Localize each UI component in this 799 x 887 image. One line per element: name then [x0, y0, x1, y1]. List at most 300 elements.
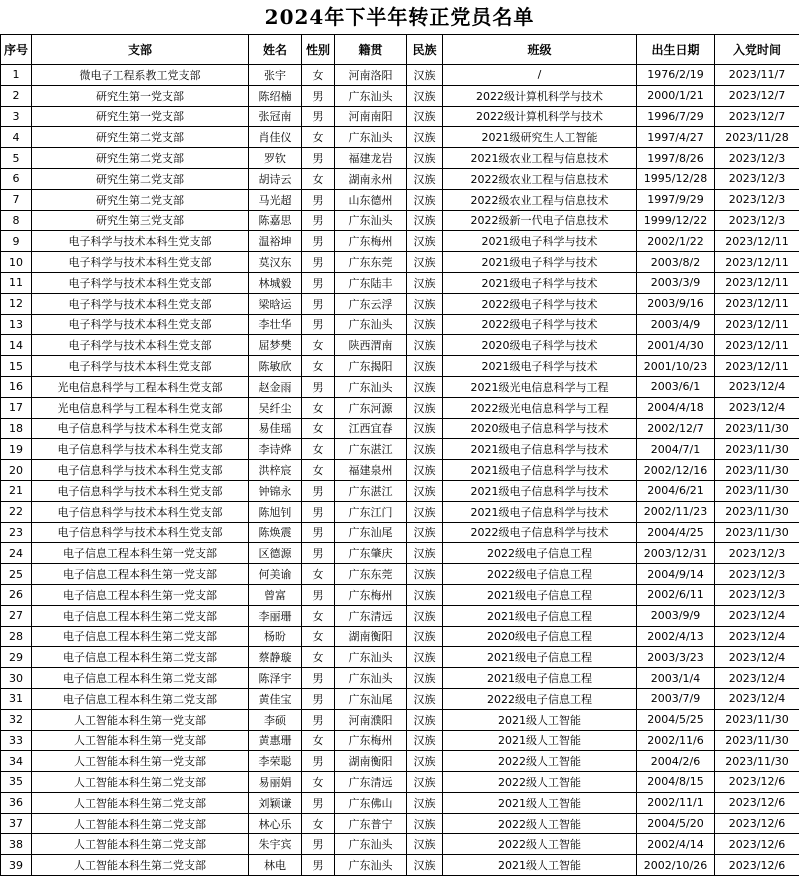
cell-hometown: 广东梅州	[335, 231, 407, 252]
cell-birthdate: 2003/12/31	[637, 543, 715, 564]
cell-birthdate: 2003/3/9	[637, 272, 715, 293]
cell-name: 陈焕震	[249, 522, 302, 543]
cell-index: 34	[1, 751, 32, 772]
cell-ethnicity: 汉族	[407, 813, 443, 834]
cell-index: 1	[1, 65, 32, 86]
cell-class: 2022级人工智能	[443, 772, 637, 793]
cell-branch: 电子信息工程本科生第一党支部	[32, 543, 249, 564]
cell-ethnicity: 汉族	[407, 148, 443, 169]
cell-birthdate: 2002/11/1	[637, 792, 715, 813]
cell-birthdate: 1996/7/29	[637, 106, 715, 127]
cell-branch: 人工智能本科生第一党支部	[32, 730, 249, 751]
cell-hometown: 广东汕头	[335, 314, 407, 335]
cell-name: 吴纤尘	[249, 397, 302, 418]
cell-ethnicity: 汉族	[407, 584, 443, 605]
cell-join-date: 2023/11/28	[715, 127, 799, 148]
cell-ethnicity: 汉族	[407, 730, 443, 751]
cell-join-date: 2023/12/11	[715, 314, 799, 335]
cell-birthdate: 2002/11/23	[637, 501, 715, 522]
cell-name: 马光超	[249, 189, 302, 210]
cell-class: 2021级人工智能	[443, 709, 637, 730]
cell-ethnicity: 汉族	[407, 397, 443, 418]
cell-birthdate: 2002/10/26	[637, 855, 715, 876]
cell-birthdate: 2003/3/23	[637, 647, 715, 668]
cell-branch: 微电子工程系教工党支部	[32, 65, 249, 86]
cell-branch: 人工智能本科生第二党支部	[32, 813, 249, 834]
cell-branch: 人工智能本科生第一党支部	[32, 751, 249, 772]
table-row	[1, 709, 799, 730]
cell-hometown: 广东东莞	[335, 564, 407, 585]
cell-index: 7	[1, 189, 32, 210]
cell-ethnicity: 汉族	[407, 460, 443, 481]
cell-name: 李壮华	[249, 314, 302, 335]
cell-gender: 男	[302, 231, 335, 252]
cell-name: 张冠南	[249, 106, 302, 127]
cell-index: 26	[1, 584, 32, 605]
cell-birthdate: 2003/8/2	[637, 252, 715, 273]
cell-index: 27	[1, 605, 32, 626]
cell-birthdate: 2004/4/18	[637, 397, 715, 418]
table-row	[1, 688, 799, 709]
table-row	[1, 751, 799, 772]
cell-index: 30	[1, 668, 32, 689]
cell-hometown: 广东清远	[335, 772, 407, 793]
cell-ethnicity: 汉族	[407, 231, 443, 252]
cell-class: 2020级电子科学与技术	[443, 335, 637, 356]
cell-class: 2021级电子科学与技术	[443, 272, 637, 293]
cell-class: 2022级电子信息科学与技术	[443, 522, 637, 543]
cell-birthdate: 2002/4/14	[637, 834, 715, 855]
cell-join-date: 2023/12/3	[715, 168, 799, 189]
cell-name: 赵金雨	[249, 376, 302, 397]
table-row	[1, 231, 799, 252]
cell-index: 18	[1, 418, 32, 439]
cell-name: 张宇	[249, 65, 302, 86]
cell-birthdate: 2004/6/21	[637, 480, 715, 501]
cell-hometown: 湖南永州	[335, 168, 407, 189]
document-title: 2024年下半年转正党员名单	[0, 0, 799, 35]
cell-join-date: 2023/12/3	[715, 584, 799, 605]
cell-birthdate: 2004/7/1	[637, 439, 715, 460]
table-row	[1, 480, 799, 501]
cell-join-date: 2023/11/30	[715, 522, 799, 543]
member-table	[0, 35, 799, 876]
cell-name: 李丽珊	[249, 605, 302, 626]
cell-index: 15	[1, 356, 32, 377]
cell-birthdate: 2004/4/25	[637, 522, 715, 543]
cell-gender: 女	[302, 127, 335, 148]
cell-ethnicity: 汉族	[407, 168, 443, 189]
col-header-gender: 性别	[302, 35, 335, 65]
cell-branch: 人工智能本科生第二党支部	[32, 772, 249, 793]
cell-index: 20	[1, 460, 32, 481]
table-row	[1, 460, 799, 481]
cell-birthdate: 2002/11/6	[637, 730, 715, 751]
cell-join-date: 2023/12/7	[715, 85, 799, 106]
cell-gender: 女	[302, 647, 335, 668]
cell-join-date: 2023/12/6	[715, 792, 799, 813]
cell-class: 2021级电子信息工程	[443, 584, 637, 605]
cell-birthdate: 2002/6/11	[637, 584, 715, 605]
cell-join-date: 2023/12/4	[715, 668, 799, 689]
cell-hometown: 广东汕头	[335, 855, 407, 876]
cell-join-date: 2023/12/6	[715, 855, 799, 876]
cell-ethnicity: 汉族	[407, 189, 443, 210]
col-header-branch: 支部	[32, 35, 249, 65]
cell-index: 33	[1, 730, 32, 751]
cell-ethnicity: 汉族	[407, 314, 443, 335]
table-row	[1, 148, 799, 169]
cell-hometown: 福建龙岩	[335, 148, 407, 169]
cell-branch: 电子科学与技术本科生党支部	[32, 356, 249, 377]
cell-hometown: 广东梅州	[335, 584, 407, 605]
cell-index: 39	[1, 855, 32, 876]
cell-index: 19	[1, 439, 32, 460]
cell-hometown: 广东汕头	[335, 376, 407, 397]
cell-index: 22	[1, 501, 32, 522]
cell-hometown: 陕西渭南	[335, 335, 407, 356]
cell-join-date: 2023/12/6	[715, 813, 799, 834]
cell-gender: 男	[302, 792, 335, 813]
table-row	[1, 730, 799, 751]
table-row	[1, 522, 799, 543]
cell-join-date: 2023/12/11	[715, 272, 799, 293]
cell-join-date: 2023/12/3	[715, 189, 799, 210]
col-header-class: 班级	[443, 35, 637, 65]
cell-gender: 女	[302, 439, 335, 460]
cell-index: 17	[1, 397, 32, 418]
table-row	[1, 626, 799, 647]
cell-name: 易丽娟	[249, 772, 302, 793]
cell-name: 温裕坤	[249, 231, 302, 252]
cell-join-date: 2023/12/6	[715, 834, 799, 855]
cell-branch: 电子信息工程本科生第二党支部	[32, 647, 249, 668]
cell-branch: 电子科学与技术本科生党支部	[32, 252, 249, 273]
cell-gender: 男	[302, 855, 335, 876]
cell-class: 2021级电子信息科学与技术	[443, 439, 637, 460]
table-row	[1, 168, 799, 189]
cell-birthdate: 1995/12/28	[637, 168, 715, 189]
cell-name: 钟锦永	[249, 480, 302, 501]
cell-class: 2022级电子信息工程	[443, 543, 637, 564]
cell-name: 蔡静璇	[249, 647, 302, 668]
cell-gender: 男	[302, 543, 335, 564]
table-row	[1, 397, 799, 418]
cell-class: 2022级计算机科学与技术	[443, 85, 637, 106]
cell-name: 梁晗运	[249, 293, 302, 314]
cell-name: 刘颖谦	[249, 792, 302, 813]
cell-hometown: 广东汕尾	[335, 688, 407, 709]
cell-hometown: 广东佛山	[335, 792, 407, 813]
cell-branch: 人工智能本科生第二党支部	[32, 834, 249, 855]
cell-branch: 人工智能本科生第一党支部	[32, 709, 249, 730]
cell-name: 杨昐	[249, 626, 302, 647]
cell-branch: 研究生第一党支部	[32, 106, 249, 127]
cell-hometown: 湖南衡阳	[335, 751, 407, 772]
table-row	[1, 335, 799, 356]
cell-gender: 女	[302, 418, 335, 439]
cell-hometown: 广东普宁	[335, 813, 407, 834]
cell-index: 2	[1, 85, 32, 106]
cell-gender: 女	[302, 772, 335, 793]
cell-index: 13	[1, 314, 32, 335]
cell-birthdate: 2002/12/16	[637, 460, 715, 481]
cell-class: 2022级计算机科学与技术	[443, 106, 637, 127]
cell-join-date: 2023/12/11	[715, 356, 799, 377]
cell-ethnicity: 汉族	[407, 501, 443, 522]
cell-ethnicity: 汉族	[407, 688, 443, 709]
cell-birthdate: 1997/4/27	[637, 127, 715, 148]
cell-name: 黄佳宝	[249, 688, 302, 709]
table-row	[1, 792, 799, 813]
cell-class: 2021级电子信息科学与技术	[443, 501, 637, 522]
cell-birthdate: 2003/7/9	[637, 688, 715, 709]
cell-join-date: 2023/11/30	[715, 730, 799, 751]
cell-class: 2022级电子科学与技术	[443, 314, 637, 335]
cell-gender: 女	[302, 813, 335, 834]
cell-ethnicity: 汉族	[407, 272, 443, 293]
cell-name: 区德源	[249, 543, 302, 564]
cell-index: 28	[1, 626, 32, 647]
cell-index: 5	[1, 148, 32, 169]
cell-name: 易佳瑶	[249, 418, 302, 439]
cell-name: 莫汉东	[249, 252, 302, 273]
cell-birthdate: 2002/1/22	[637, 231, 715, 252]
cell-gender: 女	[302, 65, 335, 86]
cell-branch: 研究生第二党支部	[32, 189, 249, 210]
cell-gender: 男	[302, 688, 335, 709]
cell-birthdate: 2004/9/14	[637, 564, 715, 585]
cell-class: 2021级电子信息工程	[443, 647, 637, 668]
cell-birthdate: 2004/8/15	[637, 772, 715, 793]
cell-join-date: 2023/11/30	[715, 751, 799, 772]
cell-index: 6	[1, 168, 32, 189]
cell-join-date: 2023/12/4	[715, 688, 799, 709]
cell-hometown: 江西宜春	[335, 418, 407, 439]
table-row	[1, 376, 799, 397]
cell-hometown: 广东清远	[335, 605, 407, 626]
cell-gender: 男	[302, 834, 335, 855]
cell-class: 2021级人工智能	[443, 792, 637, 813]
cell-birthdate: 2003/6/1	[637, 376, 715, 397]
cell-hometown: 广东云浮	[335, 293, 407, 314]
cell-class: 2021级电子信息工程	[443, 668, 637, 689]
cell-branch: 研究生第二党支部	[32, 127, 249, 148]
cell-index: 12	[1, 293, 32, 314]
cell-ethnicity: 汉族	[407, 543, 443, 564]
cell-gender: 女	[302, 626, 335, 647]
cell-index: 29	[1, 647, 32, 668]
cell-ethnicity: 汉族	[407, 376, 443, 397]
cell-index: 35	[1, 772, 32, 793]
cell-gender: 女	[302, 397, 335, 418]
cell-gender: 男	[302, 522, 335, 543]
cell-index: 8	[1, 210, 32, 231]
cell-index: 24	[1, 543, 32, 564]
cell-birthdate: 1997/9/29	[637, 189, 715, 210]
cell-gender: 男	[302, 252, 335, 273]
cell-class: 2022级人工智能	[443, 834, 637, 855]
cell-branch: 研究生第二党支部	[32, 168, 249, 189]
cell-name: 曾富	[249, 584, 302, 605]
cell-join-date: 2023/12/4	[715, 376, 799, 397]
cell-index: 11	[1, 272, 32, 293]
cell-index: 23	[1, 522, 32, 543]
table-row	[1, 564, 799, 585]
cell-ethnicity: 汉族	[407, 293, 443, 314]
cell-ethnicity: 汉族	[407, 564, 443, 585]
table-row	[1, 210, 799, 231]
cell-join-date: 2023/11/7	[715, 65, 799, 86]
cell-name: 林城毅	[249, 272, 302, 293]
cell-index: 3	[1, 106, 32, 127]
cell-ethnicity: 汉族	[407, 751, 443, 772]
table-body	[1, 65, 799, 876]
cell-birthdate: 2004/2/6	[637, 751, 715, 772]
table-row	[1, 356, 799, 377]
cell-gender: 男	[302, 584, 335, 605]
cell-index: 25	[1, 564, 32, 585]
table-row	[1, 668, 799, 689]
cell-gender: 男	[302, 148, 335, 169]
header-row	[1, 35, 799, 65]
cell-gender: 男	[302, 668, 335, 689]
cell-join-date: 2023/12/3	[715, 148, 799, 169]
cell-ethnicity: 汉族	[407, 85, 443, 106]
cell-index: 14	[1, 335, 32, 356]
cell-hometown: 广东汕头	[335, 834, 407, 855]
cell-join-date: 2023/12/3	[715, 564, 799, 585]
col-header-index: 序号	[1, 35, 32, 65]
cell-ethnicity: 汉族	[407, 127, 443, 148]
table-row	[1, 106, 799, 127]
cell-index: 16	[1, 376, 32, 397]
cell-ethnicity: 汉族	[407, 668, 443, 689]
cell-gender: 男	[302, 709, 335, 730]
cell-gender: 男	[302, 293, 335, 314]
cell-class: 2022级人工智能	[443, 813, 637, 834]
table-row	[1, 834, 799, 855]
cell-gender: 男	[302, 189, 335, 210]
cell-join-date: 2023/11/30	[715, 480, 799, 501]
cell-ethnicity: 汉族	[407, 65, 443, 86]
cell-hometown: 广东揭阳	[335, 356, 407, 377]
cell-name: 李诗烨	[249, 439, 302, 460]
cell-branch: 电子科学与技术本科生党支部	[32, 272, 249, 293]
cell-gender: 男	[302, 376, 335, 397]
cell-birthdate: 1997/8/26	[637, 148, 715, 169]
cell-branch: 电子信息科学与技术本科生党支部	[32, 480, 249, 501]
cell-name: 罗钦	[249, 148, 302, 169]
cell-hometown: 河南濮阳	[335, 709, 407, 730]
cell-name: 朱宇宾	[249, 834, 302, 855]
cell-class: 2022级农业工程与信息技术	[443, 168, 637, 189]
cell-index: 37	[1, 813, 32, 834]
cell-name: 李荣聪	[249, 751, 302, 772]
cell-name: 林电	[249, 855, 302, 876]
cell-class: 2021级电子科学与技术	[443, 231, 637, 252]
cell-class: 2021级研究生人工智能	[443, 127, 637, 148]
cell-join-date: 2023/12/11	[715, 231, 799, 252]
cell-branch: 电子信息工程本科生第一党支部	[32, 564, 249, 585]
cell-branch: 电子信息科学与技术本科生党支部	[32, 501, 249, 522]
cell-branch: 电子科学与技术本科生党支部	[32, 335, 249, 356]
cell-name: 屈梦樊	[249, 335, 302, 356]
cell-gender: 女	[302, 335, 335, 356]
cell-index: 38	[1, 834, 32, 855]
cell-name: 陈泽宇	[249, 668, 302, 689]
cell-birthdate: 2003/4/9	[637, 314, 715, 335]
cell-ethnicity: 汉族	[407, 834, 443, 855]
cell-name: 陈嘉思	[249, 210, 302, 231]
cell-gender: 男	[302, 85, 335, 106]
table-row	[1, 772, 799, 793]
cell-ethnicity: 汉族	[407, 335, 443, 356]
table-row	[1, 127, 799, 148]
cell-hometown: 广东陆丰	[335, 272, 407, 293]
cell-gender: 男	[302, 480, 335, 501]
cell-birthdate: 2001/4/30	[637, 335, 715, 356]
cell-branch: 电子信息科学与技术本科生党支部	[32, 439, 249, 460]
cell-hometown: 福建泉州	[335, 460, 407, 481]
cell-name: 陈旭钊	[249, 501, 302, 522]
table-row	[1, 543, 799, 564]
cell-branch: 研究生第二党支部	[32, 148, 249, 169]
table-row	[1, 65, 799, 86]
cell-class: 2021级电子科学与技术	[443, 252, 637, 273]
cell-hometown: 广东汕头	[335, 210, 407, 231]
cell-gender: 男	[302, 210, 335, 231]
cell-class: 2022级电子信息工程	[443, 688, 637, 709]
cell-class: 2021级电子科学与技术	[443, 356, 637, 377]
cell-name: 林心乐	[249, 813, 302, 834]
cell-branch: 电子信息工程本科生第一党支部	[32, 584, 249, 605]
cell-join-date: 2023/12/11	[715, 293, 799, 314]
cell-join-date: 2023/12/6	[715, 772, 799, 793]
table-row	[1, 272, 799, 293]
cell-ethnicity: 汉族	[407, 480, 443, 501]
cell-index: 31	[1, 688, 32, 709]
cell-name: 何美谕	[249, 564, 302, 585]
cell-join-date: 2023/12/3	[715, 210, 799, 231]
cell-branch: 人工智能本科生第二党支部	[32, 792, 249, 813]
cell-index: 4	[1, 127, 32, 148]
cell-branch: 电子科学与技术本科生党支部	[32, 293, 249, 314]
cell-ethnicity: 汉族	[407, 418, 443, 439]
cell-join-date: 2023/12/4	[715, 647, 799, 668]
cell-branch: 电子信息工程本科生第二党支部	[32, 668, 249, 689]
cell-ethnicity: 汉族	[407, 252, 443, 273]
cell-gender: 女	[302, 168, 335, 189]
cell-branch: 研究生第三党支部	[32, 210, 249, 231]
cell-hometown: 广东湛江	[335, 480, 407, 501]
cell-birthdate: 2003/1/4	[637, 668, 715, 689]
cell-join-date: 2023/12/3	[715, 543, 799, 564]
cell-index: 32	[1, 709, 32, 730]
cell-gender: 男	[302, 272, 335, 293]
cell-hometown: 广东湛江	[335, 439, 407, 460]
table-row	[1, 813, 799, 834]
cell-gender: 男	[302, 106, 335, 127]
cell-hometown: 湖南衡阳	[335, 626, 407, 647]
cell-class: 2022级农业工程与信息技术	[443, 189, 637, 210]
cell-birthdate: 2002/4/13	[637, 626, 715, 647]
col-header-ethnicity: 民族	[407, 35, 443, 65]
cell-class: 2021级电子信息科学与技术	[443, 460, 637, 481]
table-row	[1, 314, 799, 335]
cell-ethnicity: 汉族	[407, 439, 443, 460]
cell-gender: 女	[302, 730, 335, 751]
